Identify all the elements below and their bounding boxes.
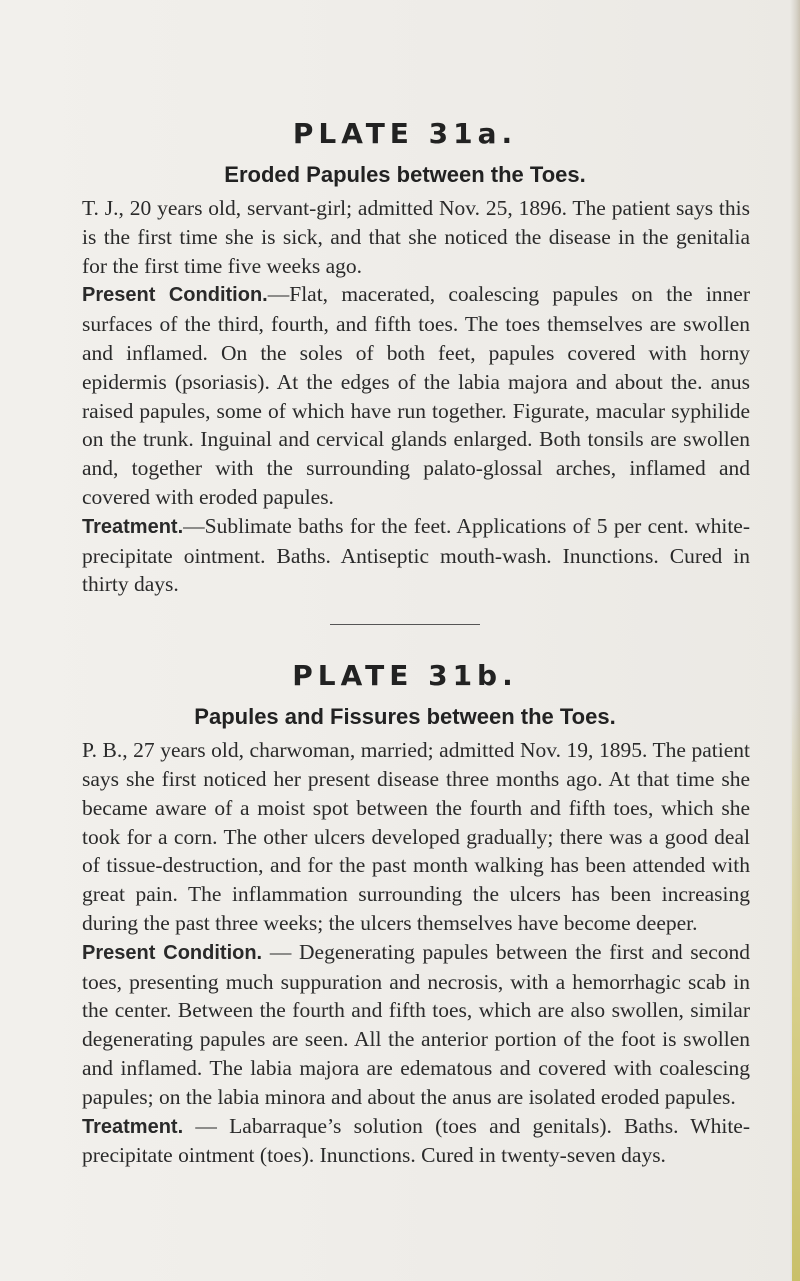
document-body — [60, 117, 750, 1170]
plate-31b-history: P. B., 27 years old, charwoman, married; admitted Nov. 19, 1895. The patient says she first noticed her present disease three months ago. At that time she became aware of a moist spot between the fourth and fifth toes, which she took for a corn. The other ulcers developed gradually; there was a good deal of tissue-destruction, and for the past month walking has been attended with great pain. The inflammation surrounding the ulcers has been increasing during the past three weeks; the ulcers themselves have become deeper. — [82, 738, 750, 935]
plate-31b-section — [60, 659, 750, 1170]
plate-31a-treatment — [60, 512, 750, 599]
plate-31a-present-text: —Flat, macerated, coalescing papules on the inner surfaces of the third, fourth, and fifth toes. The toes themselves are swollen and inflamed. On the soles of both feet, papules covered with horny epidermis (psoriasis). At the edges of the labia majora and about the. anus raised papules, some of which have run together. Figurate, macular syphilide on the trunk. Inguinal and cervical glands enlarged. Both tonsils are swollen and, together with the surrounding palato-glossal arches, inflamed and covered with eroded papules. — [82, 282, 750, 509]
plate-31a-present-label: Present Condition. — [82, 284, 268, 307]
plate-31a-section — [60, 117, 750, 599]
page-edge — [790, 0, 800, 1281]
plate-31b-present-condition — [60, 938, 750, 1112]
page-edge-stain — [792, 701, 800, 1281]
plate-31b-treatment-text: — Labarraque’s solution (toes and genitals). Baths. White-precipitate ointment (toes). Inunctions. Cured in twenty-seven days. — [82, 1113, 750, 1168]
plate-31b-subtitle: Papules and Fissures between the Toes. — [194, 704, 616, 730]
plate-31a-subtitle: Eroded Papules between the Toes. — [224, 162, 586, 187]
plate-31a-present-condition — [60, 280, 750, 511]
plate-31b-present-label: Present Condition. — [82, 941, 263, 964]
plate-31b-treatment-label: Treatment. — [82, 1115, 184, 1138]
plate-31a-treatment-text: —Sublimate baths for the feet. Applications of 5 per cent. white-precipitate ointment. Baths. Antiseptic mouth-wash. Inunctions. Cured in thirty days. — [82, 513, 750, 597]
section-divider — [330, 624, 480, 625]
plate-31b-title: PLATE 31b. — [292, 659, 518, 693]
plate-31a-history: T. J., 20 years old, servant-girl; admitted Nov. 25, 1896. The patient says this is the first time she is sick, and that she noticed the disease in the genitalia for the first time five weeks ago. — [82, 196, 750, 278]
plate-31b-treatment — [60, 1112, 750, 1171]
plate-31a-title: PLATE 31a. — [292, 117, 518, 150]
plate-31b-present-text: — Degenerating papules between the first and second toes, presenting much suppuration and necrosis, with a hemorrhagic scab in the center. Between the fourth and fifth toes, which are also swollen, similar degenerating papules are seen. All the anterior portion of the foot is swollen and inflamed. The labia majora are edematous and covered with coalescing papules; on the labia minora and about the anus are isolated eroded papules. — [82, 939, 750, 1109]
plate-31a-treatment-label: Treatment. — [82, 515, 184, 538]
